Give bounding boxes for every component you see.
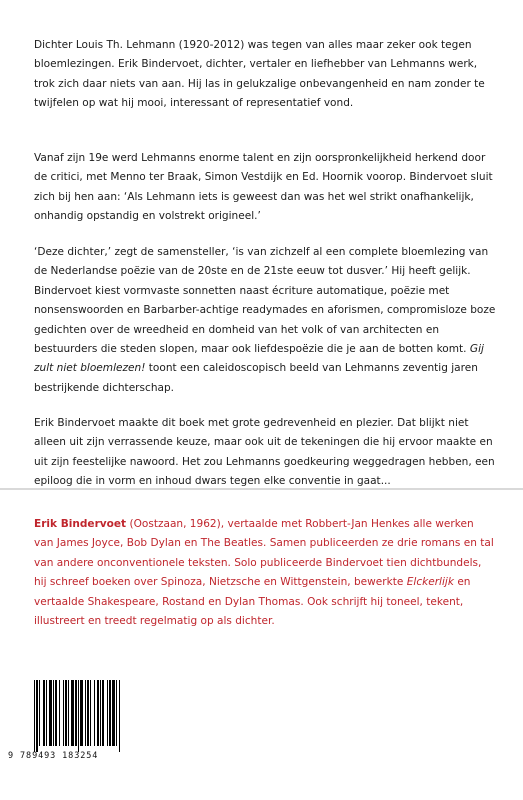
barcode-bar (112, 680, 115, 746)
blurb-paragraph-4: Erik Bindervoet maakte dit boek met grote gedrevenheid en plezier. Dat blijkt niet alleen uit zijn verrassende keuze, maar ook uit de tekeningen die hij ervoor maakte en uit zijn feestelijke nawoord. Het zou Lehmanns goedkeuring weggedragen hebben, een epiloog die in vorm en inhoud dwars tegen elke conventie in gaat... (34, 417, 495, 488)
barcode-bar (94, 680, 95, 746)
barcode-bar (59, 680, 60, 746)
barcode-bar (107, 680, 108, 746)
barcode-bar (109, 680, 111, 746)
barcode-bar (46, 680, 47, 746)
barcode-bar (78, 680, 79, 752)
blurb-paragraph-1: Dichter Louis Th. Lehmann (1920-2012) was tegen van alles maar zeker ook tegen bloemlezingen. Erik Bindervoet, dichter, vertaler en liefhebber van Lehmanns werk, trok zich daar niets van aan. Hij las in gelukzalige onbevangenheid en nam zonder te twijfelen op wat hij mooi, interessant of representatief vond. (34, 39, 485, 110)
blurb-paragraph-2: Vanaf zijn 19e werd Lehmanns enorme talent en zijn oorspronkelijkheid herkend door de critici, met Menno ter Braak, Simon Vestdijk en Ed. Hoornik voorop. Bindervoet sluit zich bij hen aan: ‘Als Lehmann iets is geweest dan was het wel strikt onafhankelijk, onhandig opstandig en volstrekt origineel.’ (34, 152, 493, 223)
barcode-bar (80, 680, 83, 746)
isbn-number: 9 789493 183254 (8, 751, 99, 761)
barcode-bar (65, 680, 67, 746)
barcode-bar (43, 680, 45, 746)
barcode-bar (36, 680, 38, 752)
barcode-bar (34, 680, 35, 752)
barcode-bar (39, 680, 40, 746)
book-title-italic: Gij zult niet bloemlezen! (34, 343, 484, 375)
barcode-bar (85, 680, 86, 746)
barcode-bar (116, 680, 117, 746)
author-bio (34, 515, 496, 631)
bio-title-italic: Elckerlijk (406, 576, 454, 589)
author-bio-end: en vertaalde Shakespeare, Rostand en Dylan Thomas. Ook schrijft hij toneel, tekent, illustreert en treedt regelmatig op als dichter. (34, 576, 471, 628)
blurb-paragraph-3-text: ‘Deze dichter,’ zegt de samensteller, ‘is van zichzelf al een complete bloemlezing van de Nederlandse poëzie van de 20ste en de 21ste eeuw tot dusver.’ Hij heeft gelijk. Bindervoet kiest vormvaste sonnetten naast écriture automatique, poëzie met nonsenswoorden en Barbarber-achtige readymades en aforismen, compromisloze boze gedichten over de wreedheid en domheid van het volk of van architecten en bestuurders die steden slopen, maar ook liefdespoëzie die je aan de botten komt. (34, 246, 496, 356)
barcode-bar (97, 680, 99, 746)
barcode-bar (119, 680, 120, 752)
barcode-bar (63, 680, 64, 746)
barcode-bar (102, 680, 104, 746)
barcode-bar (68, 680, 69, 746)
barcode-bar (49, 680, 52, 746)
barcode-bar (90, 680, 91, 746)
divider-line (0, 488, 523, 490)
barcode-bar (100, 680, 101, 746)
blurb-paragraph-3-end: toont een caleidoscopisch beeld van Lehmanns zeventig jaren bestrijkende dichterschap. (34, 362, 478, 394)
author-bio-text: (Oostzaan, 1962), vertaalde met Robbert-Jan Henkes alle werken van James Joyce, Bob Dylan en The Beatles. Samen publiceerden ze drie romans en tal van andere onconventionele teksten. Solo publiceerde Bindervoet tien dichtbundels, hij schreef boeken over Spinoza, Nietzsche en Wittgenstein, bewerkte (34, 518, 494, 589)
barcode-bar (55, 680, 57, 746)
author-name: Erik Bindervoet (34, 518, 127, 530)
blurb-paragraph-3 (34, 243, 496, 398)
barcode-bar (71, 680, 74, 746)
barcode-bar (75, 680, 77, 746)
barcode-bar (53, 680, 54, 746)
barcode-bars (28, 680, 154, 752)
barcode-bar (87, 680, 89, 746)
